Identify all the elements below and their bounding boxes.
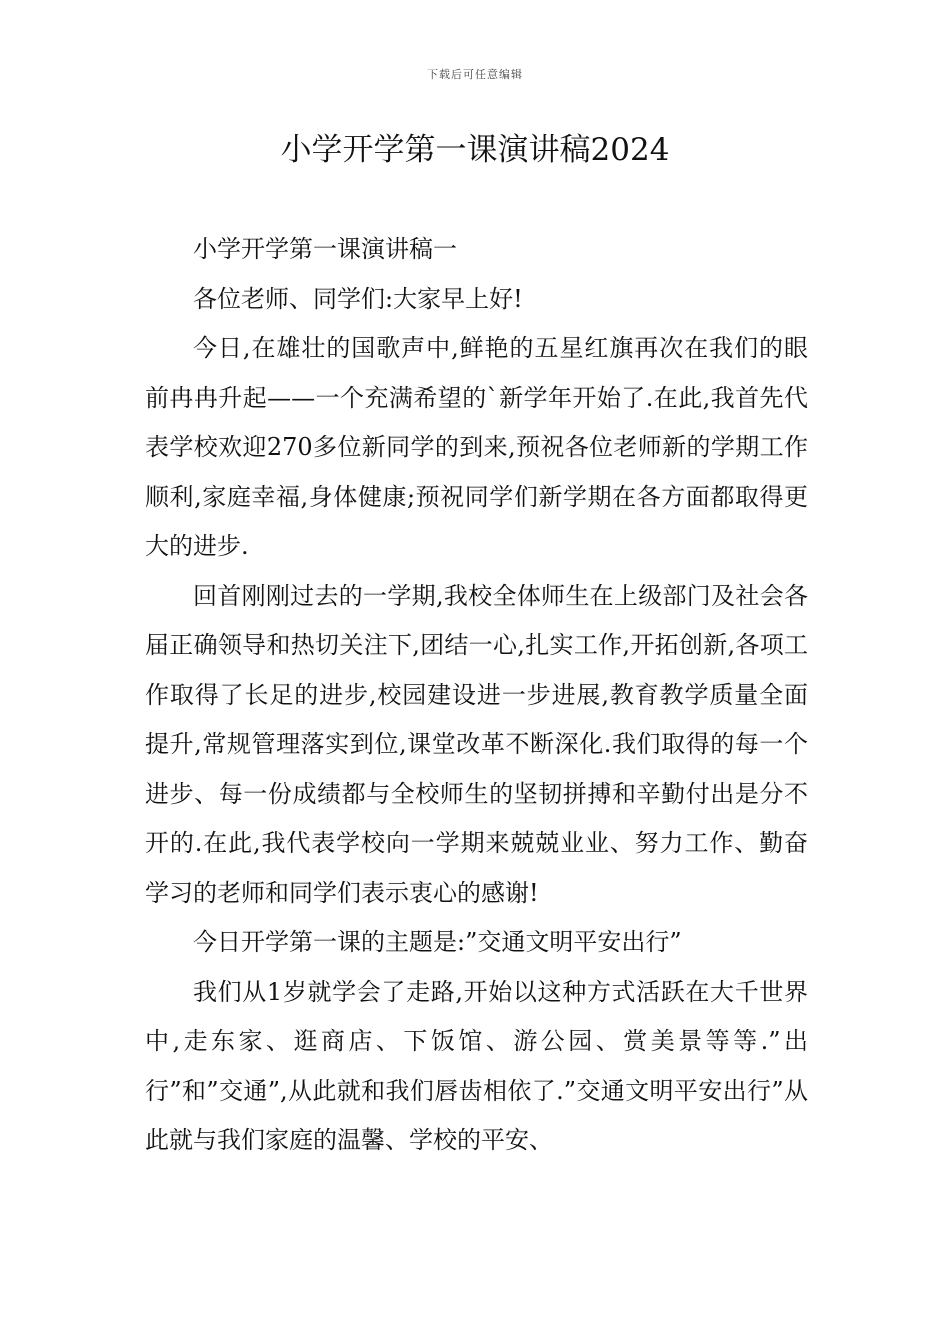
header-note: 下载后可任意编辑 <box>427 68 523 81</box>
paragraph-greeting: 各位老师、同学们:大家早上好! <box>193 284 523 313</box>
paragraph-theme: 今日开学第一课的主题是:”交通文明平安出行” <box>193 928 682 956</box>
paragraph-traffic: 我们从1岁就学会了走路,开始以这种方式活跃在大千世界中,走东家、逛商店、下饭馆、游公园、赏美景等等.”出行”和”交通”,从此就和我们唇齿相依了.”交通文明平安出行”从此就与我们家庭的温馨、学校的平安、 <box>145 977 808 1154</box>
paragraph-opening: 今日,在雄壮的国歌声中,鲜艳的五星红旗再次在我们的眼前冉冉升起——一个充满希望的`新学年开始了.在此,我首先代表学校欢迎270多位新同学的到来,预祝各位老师新的学期工作顺利,家庭幸福,身体健康;预祝同学们新学期在各方面都取得更大的进步. <box>145 334 808 560</box>
paragraph-review: 回首刚刚过去的一学期,我校全体师生在上级部门及社会各届正确领导和热切关注下,团结一心,扎实工作,开拓创新,各项工作取得了长足的进步,校园建设进一步进展,教育教学质量全面提升,常规管理落实到位,课堂改革不断深化.我们取得的每一个进步、每一份成绩都与全校师生的坚韧拼搏和辛勤付出是分不开的.在此,我代表学校向一学期来兢兢业业、努力工作、勤奋学习的老师和同学们表示衷心的感谢! <box>145 581 808 907</box>
document-body <box>145 225 808 1166</box>
document-title: 小学开学第一课演讲稿2024 <box>280 132 670 168</box>
paragraph-subtitle: 小学开学第一课演讲稿一 <box>193 235 457 263</box>
